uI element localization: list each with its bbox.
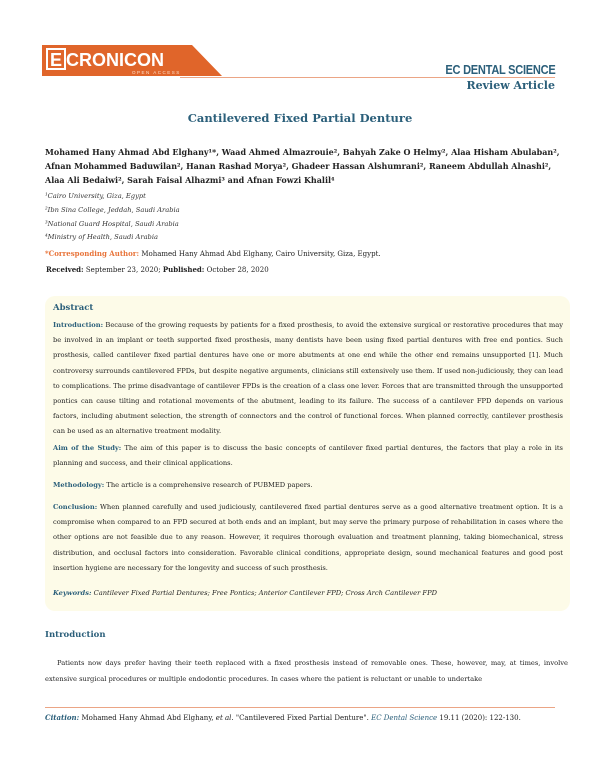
introduction-text: Patients now days prefer having their teeth replaced with a fixed prosthesis instead of removable ones. These, however, may, at times, involve extensive surgical procedures or multiple endodontic procedures. In cases where the patient is reluctant or unable to undertake bbox=[45, 659, 568, 683]
section-label: Aim of the Study: bbox=[53, 444, 122, 452]
received-date: September 23, 2020; bbox=[83, 266, 163, 274]
citation-label: Citation: bbox=[45, 713, 80, 722]
citation-etal: et al. bbox=[215, 714, 234, 722]
abstract-box bbox=[45, 296, 570, 611]
abstract-conclusion bbox=[53, 500, 563, 576]
ecronicon-logo bbox=[42, 45, 222, 76]
section-text: The aim of this paper is to discuss the basic concepts of cantilever fixed partial dentures, the factors that play a role in its planning and success, and their clinical applications. bbox=[53, 444, 563, 468]
svg-text:CRONICON: CRONICON bbox=[66, 50, 164, 70]
section-label: Keywords: bbox=[53, 589, 92, 597]
affiliation: ¹Cairo University, Giza, Egypt bbox=[45, 192, 146, 200]
corresponding-author bbox=[45, 249, 381, 258]
dates bbox=[46, 265, 269, 274]
abstract-introduction bbox=[53, 318, 563, 440]
abstract-keywords bbox=[53, 586, 563, 601]
abstract-heading: Abstract bbox=[53, 303, 94, 313]
section-text: Because of the growing requests by patients for a fixed prosthesis, to avoid the extensive surgical or restorative procedures that may be involved in an implant or teeth supported fixed prosthesis, many dentists have been using fixed partial dentures with free end pontics. Such prosthesis, called cantilever fixed partial dentures have one or more abutments at one end while the other end remains unsupported [1]. Much controversy surrounds cantilevered FPDs, but despite negative arguments, clinicians still extensively use them. If used non-judiciously, they can lead to complications. The prime disadvantage of cantilever FPDs is the creation of a class one lever. Forces that are transmitted through the unsupported pontics can cause tilting and rotational movements of the abutment, leading to its failure. The success of a cantilever FPD depends on various factors, including abutment selection, the strength of connectors and the control of functional forces. When planned correctly, cantilever prosthesis can be used as an alternative treatment modality. bbox=[53, 321, 563, 436]
citation bbox=[45, 713, 521, 722]
author-list: Mohamed Hany Ahmad Abd Elghany¹*, Waad Ahmed Almazrouie², Bahyah Zake O Helmy², Alaa Hisham Abulaban², Afnan Mohammed Baduwilan², Hanan Rashad Morya², Ghadeer Hassan Alshumrani², Raneem Abdullah Alnashi², Alaa Ali Bedaiwi², Sarah Faisal Alhazmi³ and Afnan Fowzi Khalil⁴ bbox=[45, 147, 560, 185]
article-type: Review Article bbox=[466, 79, 555, 92]
section-label: Conclusion: bbox=[53, 503, 98, 511]
citation-journal: EC Dental Science bbox=[371, 714, 438, 722]
abstract-methodology bbox=[53, 478, 563, 493]
section-text: The article is a comprehensive research of PUBMED papers. bbox=[104, 481, 313, 489]
journal-name: EC DENTAL SCIENCE bbox=[444, 62, 555, 77]
affiliation: ²Ibn Sina College, Jeddah, Saudi Arabia bbox=[45, 206, 180, 214]
corresponding-text: Mohamed Hany Ahmad Abd Elghany, Cairo University, Giza, Egypt. bbox=[139, 250, 381, 258]
published-label: Published: bbox=[162, 265, 205, 274]
section-text: When planned carefully and used judiciously, cantilevered fixed partial dentures serve as a good alternative treatment option. It is a compromise when compared to an FPD secured at both ends and an implant, but may serve the primary purpose of rehabilitation in cases where the other options are not feasible due to any reason. However, it requires thorough evaluation and treatment planning, taking biomechanical, stress distribution, and occlusal factors into consideration. Favorable clinical conditions, appropriate design, sound mechanical features and good post insertion hygiene are necessary for the longevity and success of such prosthesis. bbox=[53, 503, 563, 572]
citation-authors: Mohamed Hany Ahmad Abd Elghany, bbox=[79, 714, 216, 722]
header-rule bbox=[180, 77, 555, 78]
corresponding-label: *Corresponding Author: bbox=[45, 249, 140, 258]
citation-volume: 19.11 (2020): 122-130. bbox=[437, 714, 521, 722]
affiliation: ³National Guard Hospital, Saudi Arabia bbox=[45, 220, 179, 228]
svg-text:E: E bbox=[50, 50, 63, 70]
footer-rule bbox=[45, 707, 555, 708]
published-date: October 28, 2020 bbox=[204, 266, 269, 274]
abstract-aim bbox=[53, 441, 563, 471]
received-label: Received: bbox=[46, 265, 84, 274]
section-text: Cantilever Fixed Partial Dentures; Free Pontics; Anterior Cantilever FPD; Cross Arch Cantilever FPD bbox=[91, 589, 437, 597]
introduction-heading: Introduction bbox=[45, 630, 106, 640]
section-label: Introduction: bbox=[53, 321, 104, 329]
svg-text:OPEN ACCESS: OPEN ACCESS bbox=[132, 70, 181, 75]
paper-title: Cantilevered Fixed Partial Denture bbox=[187, 111, 413, 125]
citation-title: "Cantilevered Fixed Partial Denture". bbox=[233, 714, 372, 722]
section-label: Methodology: bbox=[53, 481, 105, 489]
affiliation: ⁴Ministry of Health, Saudi Arabia bbox=[45, 233, 158, 241]
